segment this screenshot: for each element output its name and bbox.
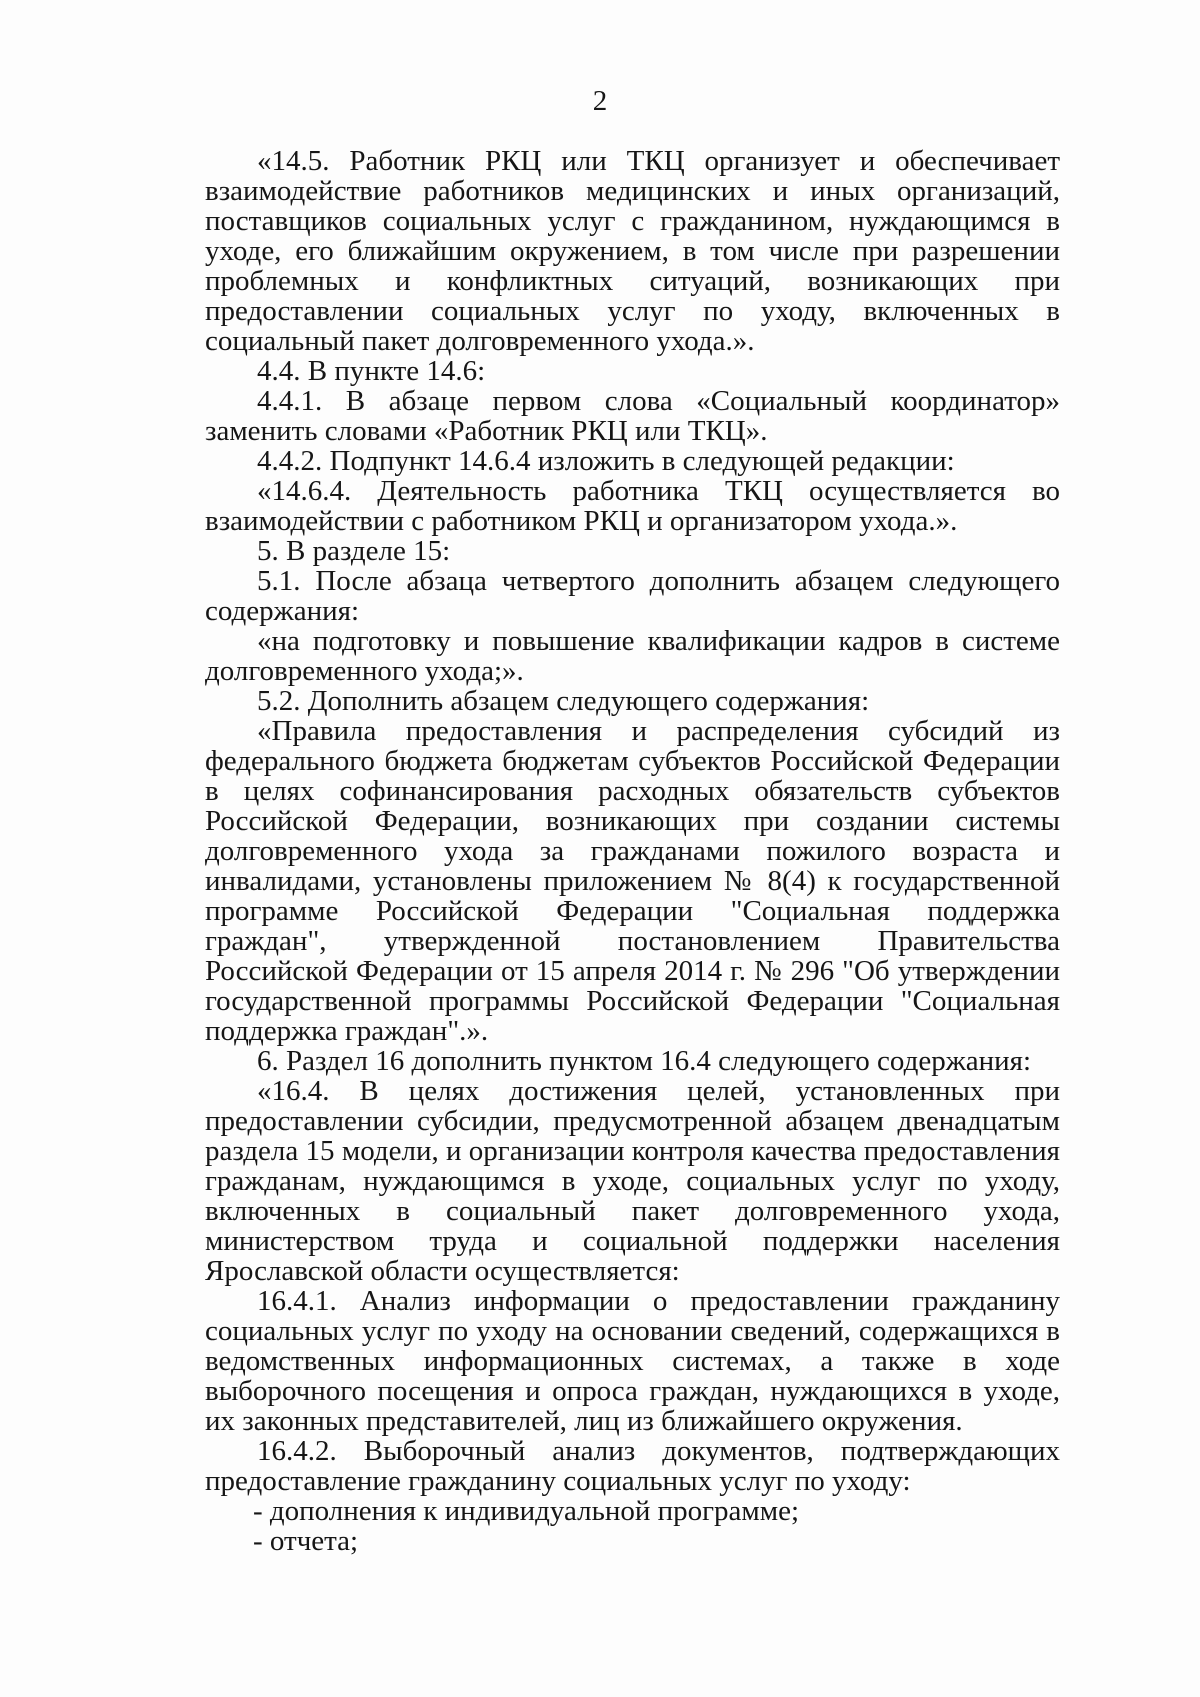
- paragraph-16-4-2: 16.4.2. Выборочный анализ документов, подтверждающих предоставление гражданину социальных услуг по уходу:: [205, 1435, 1060, 1497]
- paragraph-4-4-2: 4.4.2. Подпункт 14.6.4 изложить в следующей редакции:: [257, 445, 955, 477]
- list-item-individual-program: - дополнения к индивидуальной программе;: [253, 1495, 800, 1527]
- paragraph-5-1: 5.1. После абзаца четвертого дополнить абзацем следующего содержания:: [205, 565, 1060, 627]
- paragraph-6: 6. Раздел 16 дополнить пунктом 16.4 следующего содержания:: [257, 1045, 1032, 1077]
- paragraph-14-6-4: «14.6.4. Деятельность работника ТКЦ осуществляется во взаимодействии с работником РКЦ и организатором ухода.».: [205, 475, 1060, 537]
- page-number: 2: [592, 85, 608, 117]
- paragraph-4-4-1: 4.4.1. В абзаце первом слова «Социальный координатор» заменить словами «Работник РКЦ или ТКЦ».: [205, 385, 1060, 447]
- document-body: [205, 146, 1060, 1556]
- paragraph-5-1-quote: «на подготовку и повышение квалификации кадров в системе долговременного ухода;».: [205, 625, 1060, 687]
- paragraph-5-2-quote: «Правила предоставления и распределения субсидий из федерального бюджета бюджетам субъектов Российской Федерации в целях софинансирования расходных обязательств субъектов Российской Федерации, возникающих при создании системы долговременного ухода за гражданами пожилого возраста и инвалидами, установлены приложением № 8(4) к государственной программе Российской Федерации "Социальная поддержка граждан", утвержденной постановлением Правительства Российской Федерации от 15 апреля 2014 г. № 296 "Об утверждении государственной программы Российской Федерации "Социальная поддержка граждан".».: [205, 715, 1060, 1047]
- list-item-report: - отчета;: [253, 1525, 359, 1557]
- paragraph-5-2: 5.2. Дополнить абзацем следующего содержания:: [257, 685, 870, 717]
- paragraph-14-5: «14.5. Работник РКЦ или ТКЦ организует и обеспечивает взаимодействие работников медицинских и иных организаций, поставщиков социальных услуг с гражданином, нуждающимся в уходе, его ближайшим окружением, в том числе при разрешении проблемных и конфликтных ситуаций, возникающих при предоставлении социальных услуг по уходу, включенных в социальный пакет долговременного ухода.».: [205, 145, 1060, 357]
- paragraph-4-4: 4.4. В пункте 14.6:: [257, 355, 486, 387]
- paragraph-16-4-1: 16.4.1. Анализ информации о предоставлении гражданину социальных услуг по уходу на основании сведений, содержащихся в ведомственных информационных системах, а также в ходе выборочного посещения и опроса граждан, нуждающихся в уходе, их законных представителей, лиц из ближайшего окружения.: [205, 1285, 1060, 1437]
- paragraph-5: 5. В разделе 15:: [257, 535, 451, 567]
- paragraph-16-4: «16.4. В целях достижения целей, установленных при предоставлении субсидии, предусмотренной абзацем двенадцатым раздела 15 модели, и организации контроля качества предоставления гражданам, нуждающимся в уходе, социальных услуг по уходу, включенных в социальный пакет долговременного ухода, министерством труда и социальной поддержки населения Ярославской области осуществляется:: [205, 1075, 1060, 1287]
